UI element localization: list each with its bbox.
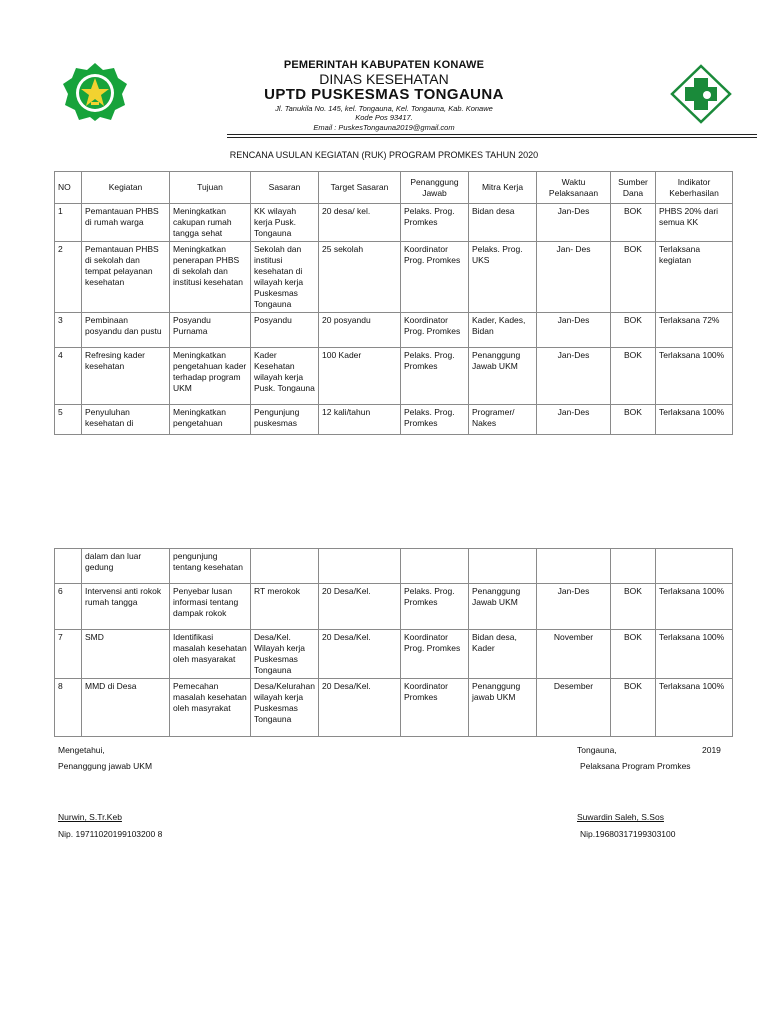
cell: Koordinator Prog. Promkes <box>401 242 469 313</box>
cell: 4 <box>55 348 82 405</box>
cell <box>401 549 469 584</box>
header-government: PEMERINTAH KABUPATEN KONAWE <box>283 59 485 71</box>
cell: Jan-Des <box>537 584 611 630</box>
cell <box>537 549 611 584</box>
cell: Pelaks. Prog. Promkes <box>401 204 469 242</box>
cell: 7 <box>55 630 82 679</box>
cell: Posyandu <box>251 313 319 348</box>
place-label: Tongauna, <box>577 745 617 755</box>
header-waktu: Waktu Pelaksanaan <box>537 172 611 204</box>
right-signatory-nip: Nip.19680317199303100 <box>580 829 676 839</box>
cell: Terlaksana 100% <box>656 630 733 679</box>
table-row <box>55 679 733 737</box>
cell: dalam dan luar gedung <box>82 549 170 584</box>
cell: Intervensi anti rokok rumah tangga <box>82 584 170 630</box>
table-row <box>55 348 733 405</box>
right-signatory-name: Suwardin Saleh, S.Sos <box>577 812 664 822</box>
cell: Koordinator Prog. Promkes <box>401 630 469 679</box>
cell <box>55 549 82 584</box>
cell: Bidan desa, Kader <box>469 630 537 679</box>
cell: SMD <box>82 630 170 679</box>
header-divider <box>227 134 757 135</box>
cell: Identifikasi masalah kesehatan oleh masyarakat <box>170 630 251 679</box>
cell: 12 kali/tahun <box>319 405 401 435</box>
header-address: Jl. Tanukila No. 145, kel. Tongauna, Kel. Tongauna, Kab. Konawe <box>275 104 493 113</box>
cell: Jan- Des <box>537 242 611 313</box>
cell: RT merokok <box>251 584 319 630</box>
cell: 3 <box>55 313 82 348</box>
acknowledged-label: Mengetahui, <box>58 745 105 755</box>
header-indikator: Indikator Keberhasilan <box>656 172 733 204</box>
program-executor-label: Pelaksana Program Promkes <box>580 761 691 771</box>
cell: Penanggung Jawab UKM <box>469 348 537 405</box>
header-institution: UPTD PUSKESMAS TONGAUNA <box>264 86 504 103</box>
cell: Desember <box>537 679 611 737</box>
cell <box>611 549 656 584</box>
cell: Pemecahan masalah kesehatan oleh masyrakat <box>170 679 251 737</box>
header-email: Email : PuskesTongauna2019@gmail.com <box>313 123 455 132</box>
ruk-table-page2 <box>54 548 733 737</box>
header-mitra-kerja: Mitra Kerja <box>469 172 537 204</box>
cell: Pembinaan posyandu dan pustu <box>82 313 170 348</box>
table-row <box>55 242 733 313</box>
cell: Bidan desa <box>469 204 537 242</box>
ruk-table-page1 <box>54 171 733 435</box>
year-label: 2019 <box>702 745 721 755</box>
cell: 25 sekolah <box>319 242 401 313</box>
cell: Terlaksana 100% <box>656 348 733 405</box>
cell: BOK <box>611 348 656 405</box>
cell: pengunjung tentang kesehatan <box>170 549 251 584</box>
table-row <box>55 549 733 584</box>
cell: Meningkatkan pengetahuan kader terhadap program UKM <box>170 348 251 405</box>
cell: 20 Desa/Kel. <box>319 630 401 679</box>
cell: BOK <box>611 242 656 313</box>
cell: BOK <box>611 313 656 348</box>
cell: 20 Desa/Kel. <box>319 679 401 737</box>
header-no: NO <box>55 172 82 204</box>
cell: Penyebar lusan informasi tentang dampak rokok <box>170 584 251 630</box>
cell: Terlaksana kegiatan <box>656 242 733 313</box>
header-divider-thin <box>227 137 757 138</box>
cell: 2 <box>55 242 82 313</box>
cell: Meningkatkan penerapan PHBS di sekolah dan institusi kesehatan <box>170 242 251 313</box>
cell: Penyuluhan kesehatan di <box>82 405 170 435</box>
header-agency: DINAS KESEHATAN <box>319 71 449 87</box>
cell <box>656 549 733 584</box>
ukm-responsible-label: Penanggung jawab UKM <box>58 761 153 771</box>
cell: Meningkatkan pengetahuan <box>170 405 251 435</box>
cell: Posyandu Purnama <box>170 313 251 348</box>
table-header-row <box>55 172 733 204</box>
table-row <box>55 204 733 242</box>
cell: 6 <box>55 584 82 630</box>
cell: 20 desa/ kel. <box>319 204 401 242</box>
cell: Sekolah dan institusi kesehatan di wilayah kerja Puskesmas Tongauna <box>251 242 319 313</box>
cell: Terlaksana 100% <box>656 584 733 630</box>
cell: Refresing kader kesehatan <box>82 348 170 405</box>
table-row <box>55 630 733 679</box>
cell: PHBS 20% dari semua KK <box>656 204 733 242</box>
cell: 20 Desa/Kel. <box>319 584 401 630</box>
cell: Terlaksana 100% <box>656 405 733 435</box>
cell <box>251 549 319 584</box>
header-tujuan: Tujuan <box>170 172 251 204</box>
document-title: RENCANA USULAN KEGIATAN (RUK) PROGRAM PROMKES TAHUN 2020 <box>229 150 539 160</box>
cell: November <box>537 630 611 679</box>
table-row <box>55 405 733 435</box>
cell <box>469 549 537 584</box>
cell: Jan-Des <box>537 313 611 348</box>
cell: Penanggung jawab UKM <box>469 679 537 737</box>
left-signatory-nip: Nip. 19711020199103200 8 <box>58 829 163 839</box>
table-row <box>55 313 733 348</box>
cell: Jan-Des <box>537 204 611 242</box>
cell: Koordinator Promkes <box>401 679 469 737</box>
cell: 100 Kader <box>319 348 401 405</box>
cell: BOK <box>611 584 656 630</box>
cell: BOK <box>611 630 656 679</box>
table-row <box>55 584 733 630</box>
cell: 1 <box>55 204 82 242</box>
cell: Pelaks. Prog. Promkes <box>401 405 469 435</box>
cell: 5 <box>55 405 82 435</box>
cell: 20 posyandu <box>319 313 401 348</box>
cell: Programer/ Nakes <box>469 405 537 435</box>
cell: Kader, Kades, Bidan <box>469 313 537 348</box>
cell: Meningkatkan cakupan rumah tangga sehat <box>170 204 251 242</box>
cell: Pemantauan PHBS di sekolah dan tempat pelayanan kesehatan <box>82 242 170 313</box>
cell: Penanggung Jawab UKM <box>469 584 537 630</box>
left-signatory-name: Nurwin, S.Tr.Keb <box>58 812 122 822</box>
cell: Pengunjung puskesmas <box>251 405 319 435</box>
header-sasaran: Sasaran <box>251 172 319 204</box>
cell: Koordinator Prog. Promkes <box>401 313 469 348</box>
cell: Terlaksana 100% <box>656 679 733 737</box>
cell: 8 <box>55 679 82 737</box>
cell: BOK <box>611 679 656 737</box>
cell: Kader Kesehatan wilayah kerja Pusk. Tongauna <box>251 348 319 405</box>
header-kegiatan: Kegiatan <box>82 172 170 204</box>
cell: Pemantauan PHBS di rumah warga <box>82 204 170 242</box>
cell: MMD di Desa <box>82 679 170 737</box>
cell: Pelaks. Prog. Promkes <box>401 584 469 630</box>
cell: Desa/Kelurahan wilayah kerja Puskesmas Tongauna <box>251 679 319 737</box>
header-sumber-dana: Sumber Dana <box>611 172 656 204</box>
cell: BOK <box>611 204 656 242</box>
cell: Terlaksana 72% <box>656 313 733 348</box>
header-postal-code: Kode Pos 93417. <box>355 113 413 122</box>
cell: BOK <box>611 405 656 435</box>
cell: Jan-Des <box>537 405 611 435</box>
header-penanggung-jawab: Penanggung Jawab <box>401 172 469 204</box>
cell <box>319 549 401 584</box>
cell: KK wilayah kerja Pusk. Tongauna <box>251 204 319 242</box>
cell: Pelaks. Prog. UKS <box>469 242 537 313</box>
cell: Jan-Des <box>537 348 611 405</box>
header-target-sasaran: Target Sasaran <box>319 172 401 204</box>
cell: Desa/Kel. Wilayah kerja Puskesmas Tongauna <box>251 630 319 679</box>
cell: Pelaks. Prog. Promkes <box>401 348 469 405</box>
